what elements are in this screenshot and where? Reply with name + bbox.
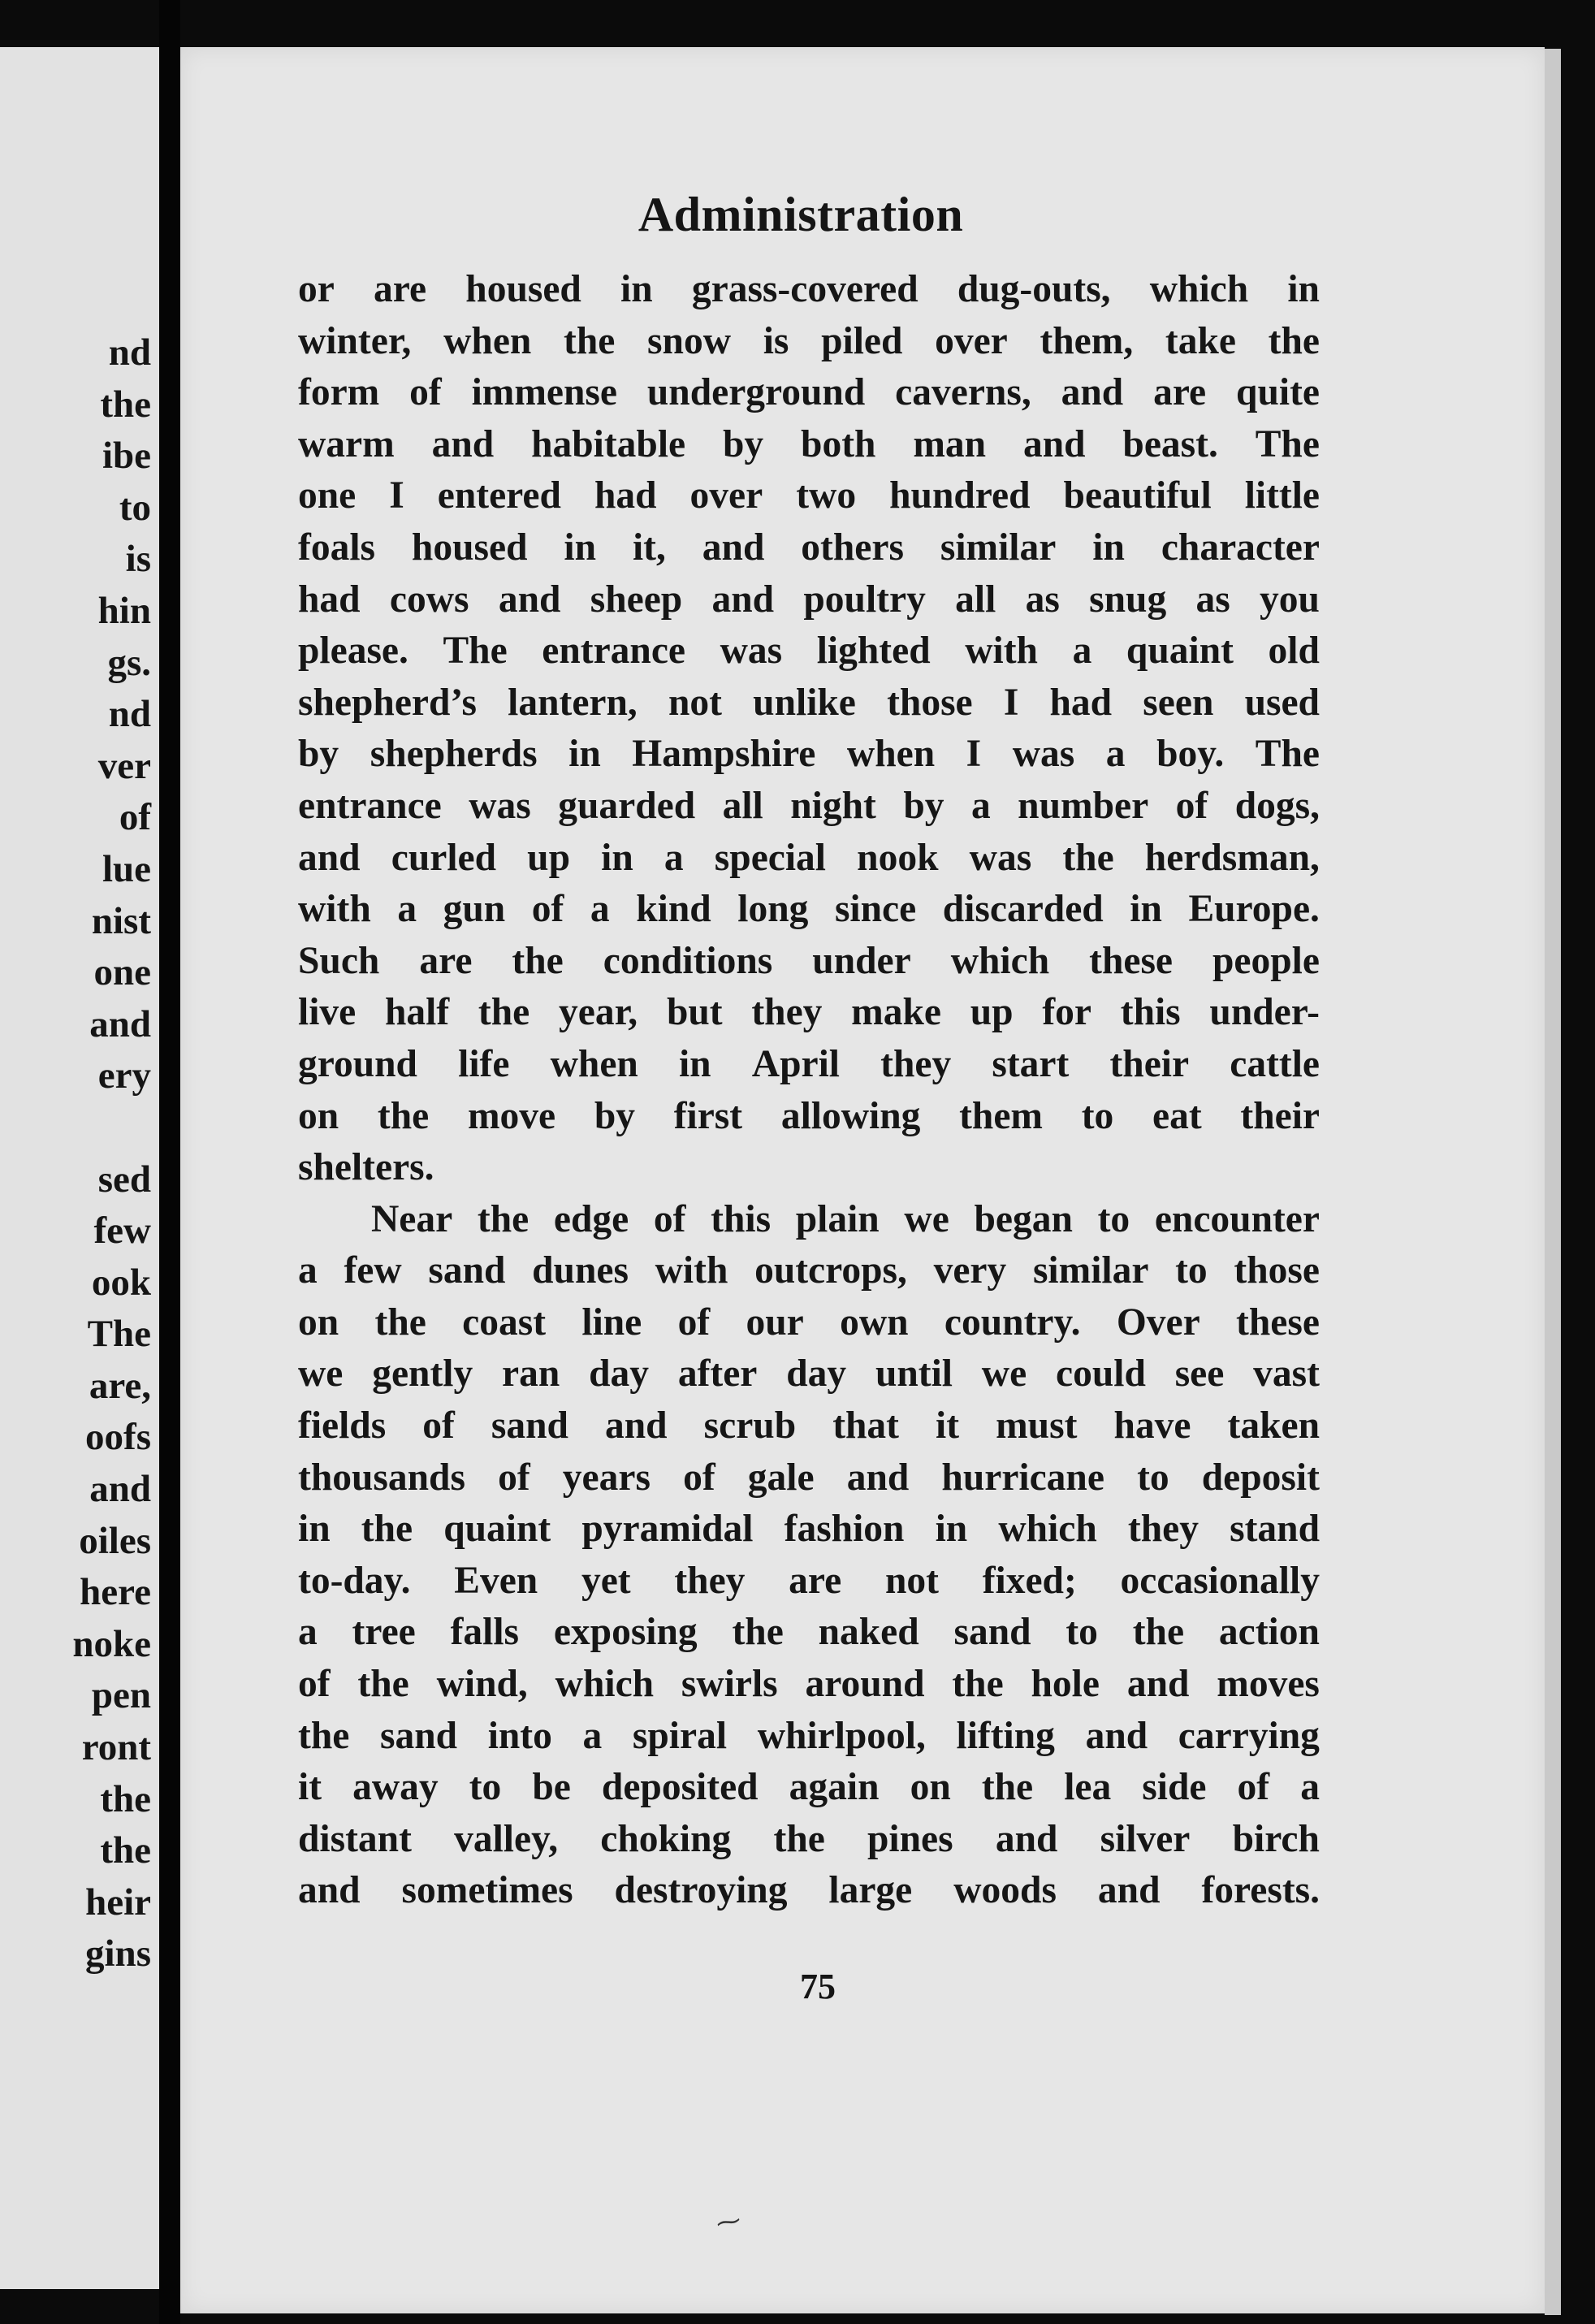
left-page-fragment: oofs: [85, 1416, 151, 1459]
text-line: form of immense underground caverns, and are quite: [298, 371, 1320, 414]
text-line: ground life when in April they start their cattle: [298, 1042, 1320, 1085]
left-page-fragment: ver: [97, 744, 151, 787]
text-line: with a gun of a kind long since discarded in Europe.: [298, 888, 1320, 931]
left-page-fragment: to: [119, 486, 151, 529]
text-line: thousands of years of gale and hurricane to deposit: [298, 1456, 1320, 1499]
text-line: and curled up in a special nook was the herdsman,: [298, 836, 1320, 879]
left-page-fragment: is: [125, 538, 151, 581]
text-line: to-day. Even yet they are not fixed; occasionally: [298, 1559, 1320, 1602]
left-page-fragment: The: [87, 1313, 151, 1356]
left-page-fragment: the: [100, 383, 151, 426]
text-line: fields of sand and scrub that it must have taken: [298, 1404, 1320, 1448]
left-page-fragment: noke: [72, 1622, 151, 1665]
left-page-fragment: gins: [85, 1932, 151, 1976]
page-edge: [1545, 49, 1561, 2315]
left-page-fragment: and: [89, 1002, 151, 1045]
book-page: [180, 47, 1545, 2313]
text-line: warm and habitable by both man and beast. The: [298, 422, 1320, 465]
left-page-fragment: nd: [108, 331, 151, 374]
left-page-line-fragments: [72, 327, 151, 1980]
left-page-fragment: one: [93, 951, 151, 994]
left-page-fragment: hin: [97, 589, 151, 632]
left-page-fragment: ibe: [102, 435, 151, 478]
left-page-fragment: the: [100, 1829, 151, 1872]
text-line: distant valley, choking the pines and silver birch: [298, 1817, 1320, 1860]
left-page-fragment: nist: [91, 899, 151, 942]
text-line: shelters.: [298, 1146, 434, 1189]
left-page-fragment: lue: [102, 847, 151, 890]
paragraph: [298, 1194, 1320, 1917]
left-page-fragment: gs.: [107, 641, 151, 684]
page-body-text: [298, 264, 1320, 1917]
left-page-fragment: and: [89, 1468, 151, 1511]
text-line: on the move by first allowing them to eat their: [298, 1094, 1320, 1137]
left-page-fragment: ery: [97, 1054, 151, 1097]
text-line: a few sand dunes with outcrops, very similar to those: [298, 1249, 1320, 1292]
text-line: the sand into a spiral whirlpool, lifting and carrying: [298, 1714, 1320, 1757]
paragraph: [298, 264, 1320, 1194]
text-line: shepherd’s lantern, not unlike those I had seen used: [298, 681, 1320, 724]
left-page-fragment: ront: [81, 1726, 151, 1769]
left-facing-page: [0, 47, 159, 2289]
text-line: one I entered had over two hundred beautiful little: [298, 474, 1320, 517]
text-line: Such are the conditions under which these people: [298, 939, 1320, 982]
text-line: on the coast line of our own country. Over these: [298, 1300, 1320, 1344]
left-page-fragment: of: [119, 796, 151, 839]
text-line: or are housed in grass-covered dug-outs, which in: [298, 268, 1320, 310]
left-page-fragment: here: [80, 1571, 151, 1614]
text-line: it away to be deposited again on the lea side of a: [298, 1766, 1320, 1809]
text-line: a tree falls exposing the naked sand to the action: [298, 1611, 1320, 1654]
text-line: had cows and sheep and poultry all as snug as you: [298, 578, 1320, 621]
text-line: winter, when the snow is piled over them, take the: [298, 319, 1320, 362]
page-number: 75: [800, 1967, 836, 2006]
left-page-fragment: are,: [89, 1364, 151, 1407]
book-gutter: [159, 0, 180, 2324]
text-line: by shepherds in Hampshire when I was a boy. The: [298, 733, 1320, 776]
left-page-fragment: oiles: [79, 1519, 151, 1562]
left-page-fragment: [72, 1102, 151, 1154]
left-page-fragment: nd: [108, 693, 151, 736]
left-page-fragment: few: [93, 1210, 151, 1253]
left-page-fragment: heir: [85, 1880, 151, 1924]
text-line: in the quaint pyramidal fashion in which they stand: [298, 1508, 1320, 1551]
stray-ink-mark: ⁓: [714, 2206, 743, 2238]
left-page-fragment: sed: [97, 1158, 151, 1201]
text-line: of the wind, which swirls around the hole and moves: [298, 1663, 1320, 1706]
left-page-fragment: the: [100, 1777, 151, 1820]
text-line: Near the edge of this plain we began to encounter: [371, 1197, 1320, 1240]
text-line: and sometimes destroying large woods and forests.: [298, 1869, 1320, 1912]
text-line: we gently ran day after day until we could see vast: [298, 1352, 1320, 1396]
left-page-fragment: ook: [91, 1261, 151, 1304]
left-page-fragment: pen: [91, 1674, 151, 1717]
text-line: entrance was guarded all night by a number of dogs,: [298, 784, 1320, 827]
text-line: please. The entrance was lighted with a quaint old: [298, 630, 1320, 673]
running-head: Administration: [638, 188, 964, 241]
text-line: live half the year, but they make up for this under-: [298, 991, 1320, 1034]
text-line: foals housed in it, and others similar in character: [298, 526, 1320, 569]
